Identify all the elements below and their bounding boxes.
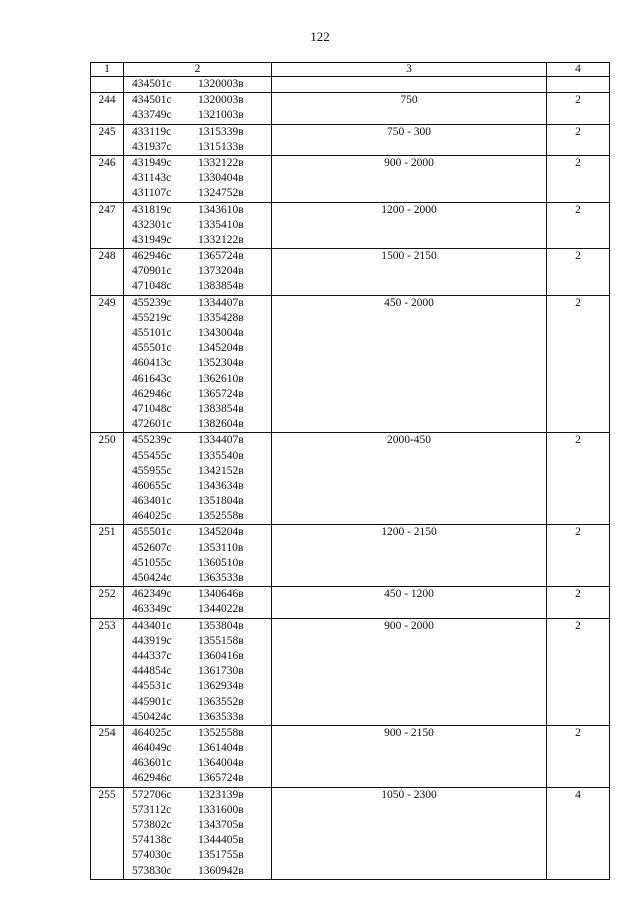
coordinate-pair [124,710,271,725]
coordinate-pair [124,464,271,479]
row-number-cell [91,124,124,155]
row-number-cell [91,433,124,525]
coordinate-pair [124,634,271,649]
row-number: 248 [98,250,116,263]
table-header-row [91,63,610,77]
table-row [91,587,610,618]
coordinate-pair [124,494,271,509]
coordinates-cell [124,433,272,525]
latitude-code: 433749c [132,109,172,122]
count-cell [547,587,610,618]
range-value: 900 - 2000 [384,156,434,169]
range-cell [272,618,547,725]
coordinate-pair [124,756,271,771]
latitude-code: 573802c [132,819,172,831]
longitude-code: 1361730в [198,665,244,678]
row-number-cell [91,787,124,879]
range-value: 750 - 300 [386,125,432,138]
latitude-code: 463401c [132,495,172,508]
latitude-code: 462946c [132,772,172,785]
row-number: 251 [98,526,116,539]
range-cell [272,295,547,433]
row-number: 246 [98,156,116,169]
coordinates-cell [124,787,272,879]
coordinate-pair [124,509,271,524]
latitude-code: 445901c [132,695,172,708]
latitude-code: 572706c [132,788,172,801]
coordinate-pair [124,402,271,417]
latitude-code: 434501c [132,78,172,90]
longitude-code: 1373204в [198,265,244,278]
count-value: 2 [575,94,581,107]
longitude-code: 1343705в [198,819,244,831]
longitude-code: 1351755в [198,849,244,862]
longitude-code: 1383854в [198,402,244,415]
latitude-code: 464049c [132,742,172,755]
coordinates-cell [124,77,272,93]
longitude-code: 1344405в [198,834,244,847]
count-value: 2 [575,434,581,447]
longitude-code: 1334407в [198,434,244,447]
latitude-code: 464025c [132,510,172,523]
range-value: 450 - 1200 [384,588,434,601]
coordinate-pair [124,140,271,155]
longitude-code: 1363552в [198,695,244,708]
longitude-code: 1351804в [198,495,244,508]
coordinate-pair [124,233,271,248]
row-number-cell [91,155,124,202]
count-value: 2 [575,726,581,739]
coordinate-pair [124,864,271,879]
row-number-cell [91,725,124,787]
longitude-code: 1362934в [198,680,244,693]
coordinates-cell [124,93,272,124]
count-cell [547,202,610,249]
coordinates-cell [124,725,272,787]
column-header-3: 3 [272,63,547,77]
longitude-code: 1352558в [198,726,244,739]
data-table [90,62,610,880]
longitude-code: 1315339в [198,125,244,138]
row-number-cell [91,93,124,124]
longitude-code: 1335410в [198,218,244,231]
coordinate-pair [124,296,271,311]
longitude-code: 1331600в [198,803,244,816]
latitude-code: 471048c [132,402,172,415]
coordinate-pair [124,356,271,371]
coordinate-pair [124,619,271,634]
longitude-code: 1361404в [198,742,244,755]
coordinate-pair [124,788,271,803]
longitude-code: 1365724в [198,387,244,400]
latitude-code: 434501c [132,94,172,107]
coordinate-pair [124,726,271,741]
coordinate-pair [124,771,271,786]
latitude-code: 455219c [132,311,172,324]
count-value: 2 [575,156,581,169]
longitude-code: 1340646в [198,588,244,601]
longitude-code: 1363533в [198,572,244,584]
coordinates-cell [124,249,272,296]
range-cell [272,587,547,618]
range-value: 750 [400,94,418,107]
range-cell [272,525,547,587]
longitude-code: 1343610в [198,203,244,216]
count-value [547,77,609,92]
latitude-code: 462946c [132,250,172,263]
coordinate-pair [124,326,271,341]
longitude-code: 1383854в [198,280,244,293]
longitude-code: 1353804в [198,619,244,632]
count-value: 2 [575,526,581,539]
coordinate-pair [124,449,271,464]
coordinate-pair [124,125,271,140]
longitude-code: 1321003в [198,109,244,122]
coordinate-pair [124,311,271,326]
latitude-code: 464025c [132,726,172,739]
table-row [91,124,610,155]
latitude-code: 433119c [132,125,172,138]
range-value: 900 - 2150 [384,726,434,739]
range-value: 1200 - 2150 [381,526,437,539]
count-value: 4 [575,788,581,801]
coordinate-pair [124,541,271,556]
longitude-code: 1352558в [198,510,244,523]
count-cell [547,725,610,787]
count-value: 2 [575,588,581,601]
longitude-code: 1324752в [198,187,244,200]
coordinates-cell [124,587,272,618]
coordinate-pair [124,218,271,233]
latitude-code: 444337c [132,649,172,662]
latitude-code: 445531c [132,680,172,693]
latitude-code: 455455c [132,449,172,462]
longitude-code: 1363533в [198,710,244,723]
coordinate-pair [124,279,271,294]
longitude-code: 1334407в [198,296,244,309]
range-value: 900 - 2000 [384,619,434,632]
count-cell [547,787,610,879]
row-number: 254 [98,726,116,739]
count-cell [547,93,610,124]
row-number [91,77,123,92]
coordinate-pair [124,695,271,710]
longitude-code: 1320003в [198,94,244,107]
longitude-code: 1345204в [198,342,244,355]
latitude-code: 573112c [132,803,172,816]
coordinate-pair [124,803,271,818]
longitude-code: 1343004в [198,327,244,339]
row-number: 252 [98,588,116,601]
count-value: 2 [575,125,581,138]
latitude-code: 471048c [132,280,172,293]
count-cell [547,433,610,525]
row-number: 247 [98,203,116,216]
row-number: 253 [98,619,116,632]
latitude-code: 461643c [132,372,172,385]
coordinate-pair [124,679,271,694]
longitude-code: 1332122в [198,156,244,169]
row-number-cell [91,525,124,587]
row-number: 244 [98,94,116,107]
coordinates-cell [124,202,272,249]
count-cell [547,77,610,93]
range-value: 1500 - 2150 [381,250,437,263]
row-number-cell [91,587,124,618]
count-value: 2 [575,250,581,263]
latitude-code: 455955c [132,464,172,477]
coordinate-pair [124,833,271,848]
coordinates-cell [124,618,272,725]
latitude-code: 443401c [132,619,172,632]
coordinate-pair [124,741,271,756]
table-row [91,93,610,124]
coordinate-pair [124,156,271,171]
count-cell [547,525,610,587]
latitude-code: 455501c [132,526,172,539]
longitude-code: 1360942в [198,864,244,877]
row-number-cell [91,202,124,249]
coordinate-pair [124,341,271,356]
latitude-code: 450424c [132,572,172,584]
latitude-code: 431107c [132,187,172,200]
coordinate-pair [124,433,271,448]
column-header-4: 4 [547,63,610,77]
longitude-code: 1323139в [198,788,244,801]
range-value: 1050 - 2300 [381,788,437,801]
table-row [91,202,610,249]
longitude-code: 1335428в [198,311,244,324]
coordinate-pair [124,93,271,108]
longitude-code: 1360510в [198,556,244,569]
coordinate-pair [124,525,271,540]
coordinate-pair [124,417,271,432]
coordinate-pair [124,108,271,123]
table-row [91,787,610,879]
range-cell [272,787,547,879]
coordinate-pair [124,264,271,279]
latitude-code: 460655c [132,479,172,492]
latitude-code: 431819c [132,203,172,216]
latitude-code: 455239c [132,434,172,447]
longitude-code: 1353110в [198,541,244,554]
count-value: 2 [575,619,581,632]
latitude-code: 450424c [132,710,172,723]
coordinate-pair [124,602,271,617]
latitude-code: 460413c [132,357,172,370]
count-value: 2 [575,203,581,216]
coordinate-pair [124,664,271,679]
range-cell [272,155,547,202]
longitude-code: 1360416в [198,649,244,662]
latitude-code: 455501c [132,342,172,355]
latitude-code: 472601c [132,418,172,431]
coordinate-pair [124,203,271,218]
row-number: 250 [98,434,116,447]
longitude-code: 1364004в [198,757,244,770]
coordinate-pair [124,818,271,833]
longitude-code: 1344022в [198,603,244,616]
latitude-code: 443919c [132,634,172,647]
count-value: 2 [575,296,581,309]
latitude-code: 573830c [132,864,172,877]
latitude-code: 455101c [132,327,172,339]
longitude-code: 1345204в [198,526,244,539]
range-cell [272,93,547,124]
range-value: 450 - 2000 [384,296,434,309]
table-row [91,249,610,296]
count-cell [547,618,610,725]
latitude-code: 470901c [132,265,172,278]
coordinate-pair [124,249,271,264]
table-row [91,433,610,525]
coordinate-pair [124,387,271,402]
longitude-code: 1330404в [198,172,244,185]
count-cell [547,155,610,202]
longitude-code: 1365724в [198,772,244,785]
range-cell [272,202,547,249]
range-value: 1200 - 2000 [381,203,437,216]
range-cell [272,725,547,787]
column-header-1: 1 [91,63,124,77]
page-number: 122 [310,29,330,44]
range-value: 2000-450 [386,434,432,447]
row-number: 255 [98,788,116,801]
coordinate-pair [124,649,271,664]
range-cell [272,124,547,155]
longitude-code: 1332122в [198,233,244,246]
latitude-code: 455239c [132,296,172,309]
latitude-code: 574138c [132,834,172,847]
table-row [91,525,610,587]
column-header-2: 2 [124,63,272,77]
table-row [91,77,610,93]
longitude-code: 1335540в [198,449,244,462]
longitude-code: 1382604в [198,418,244,431]
row-number-cell [91,295,124,433]
count-cell [547,249,610,296]
count-cell [547,124,610,155]
longitude-code: 1365724в [198,250,244,263]
latitude-code: 574030c [132,849,172,862]
latitude-code: 431949c [132,233,172,246]
coordinate-pair [124,372,271,387]
coordinate-pair [124,556,271,571]
coordinate-pair [124,171,271,186]
coordinates-cell [124,155,272,202]
longitude-code: 1315133в [198,140,244,153]
range-cell [272,433,547,525]
row-number: 245 [98,125,116,138]
coordinate-pair [124,587,271,602]
latitude-code: 432301c [132,218,172,231]
longitude-code: 1352304в [198,357,244,370]
latitude-code: 451055c [132,556,172,569]
table-row [91,725,610,787]
row-number: 249 [98,296,116,309]
table-row [91,155,610,202]
coordinates-cell [124,295,272,433]
longitude-code: 1343634в [198,479,244,492]
latitude-code: 462349c [132,588,172,601]
coordinate-pair [124,186,271,201]
latitude-code: 452607c [132,541,172,554]
row-number-cell [91,618,124,725]
latitude-code: 463349c [132,603,172,616]
coordinates-cell [124,525,272,587]
longitude-code: 1320003в [198,78,244,90]
latitude-code: 463601c [132,757,172,770]
row-number-cell [91,77,124,93]
latitude-code: 462946c [132,387,172,400]
latitude-code: 444854c [132,665,172,678]
longitude-code: 1355158в [198,634,244,647]
latitude-code: 431949c [132,156,172,169]
range-cell [272,249,547,296]
row-number-cell [91,249,124,296]
table-row [91,295,610,433]
range-cell [272,77,547,93]
latitude-code: 431937c [132,140,172,153]
coordinates-cell [124,124,272,155]
count-cell [547,295,610,433]
longitude-code: 1342152в [198,464,244,477]
coordinate-pair [124,479,271,494]
coordinate-pair [124,848,271,863]
latitude-code: 431143c [132,172,172,185]
longitude-code: 1362610в [198,372,244,385]
range-value [272,77,546,92]
coordinate-pair [124,571,271,586]
table-row [91,618,610,725]
coordinate-pair [124,77,271,92]
